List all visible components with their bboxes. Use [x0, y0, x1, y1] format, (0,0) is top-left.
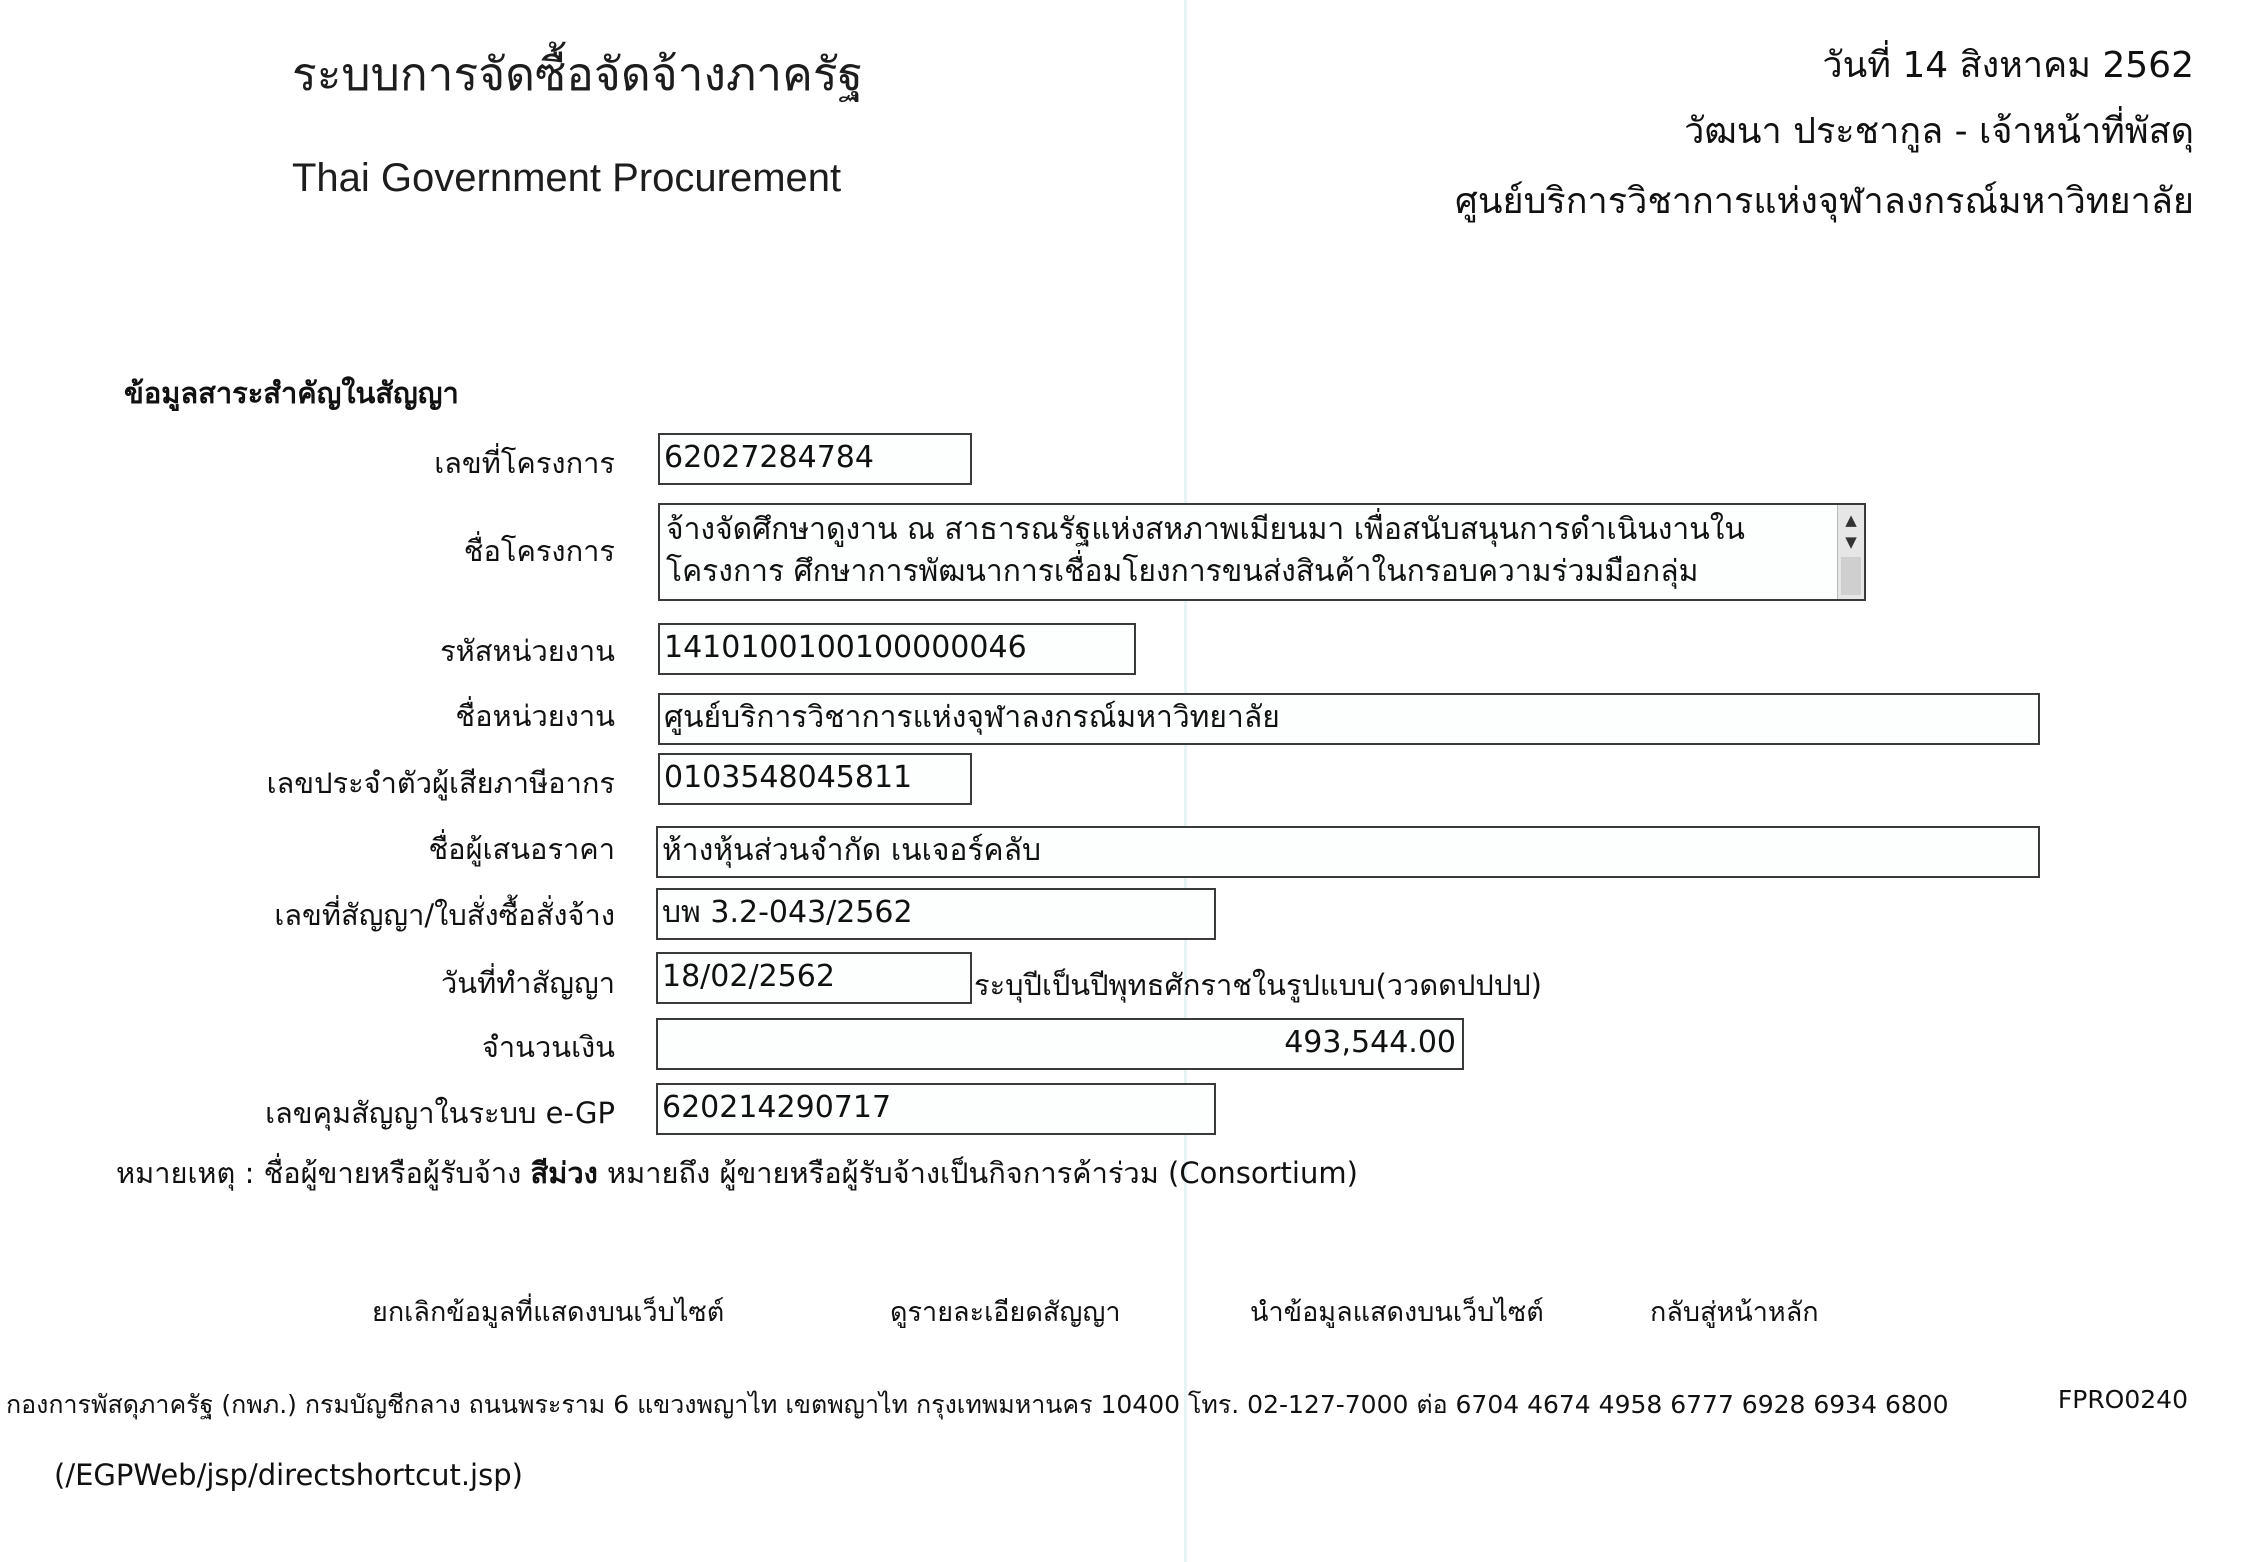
scroll-up-icon[interactable]: ▲	[1845, 511, 1857, 529]
project-name-scrollbar[interactable]	[1837, 505, 1864, 599]
contract-date-hint: ระบุปีเป็นปีพุทธศักราชในรูปแบบ(ววดดปปปป)	[974, 968, 1542, 1002]
scan-seam	[1184, 0, 1187, 1562]
project-no-field[interactable]: 62027284784	[658, 433, 972, 485]
section-title: ข้อมูลสาระสำคัญในสัญญา	[124, 376, 459, 410]
contract-date-field[interactable]: 18/02/2562	[656, 952, 972, 1004]
system-title-en: Thai Government Procurement	[292, 156, 842, 200]
publish-link[interactable]: นำข้อมูลแสดงบนเว็บไซต์	[1250, 1297, 1544, 1328]
bidder-name-label: ชื่อผู้เสนอราคา	[428, 832, 615, 866]
project-name-label: ชื่อโครงการ	[463, 534, 615, 568]
contract-no-label: เลขที่สัญญา/ใบสั่งซื้อสั่งจ้าง	[274, 898, 615, 932]
amount-label: จำนวนเงิน	[481, 1030, 615, 1064]
agency-name-field[interactable]: ศูนย์บริการวิชาการแห่งจุฬาลงกรณ์มหาวิทยาลัย	[658, 693, 2040, 745]
view-contract-link[interactable]: ดูรายละเอียดสัญญา	[890, 1297, 1121, 1328]
note-highlight: สีม่วง	[530, 1156, 598, 1190]
header-date: วันที่ 14 สิงหาคม 2562	[1822, 45, 2194, 86]
egp-control-no-field[interactable]: 620214290717	[656, 1083, 1216, 1135]
agency-code-field[interactable]: 1410100100100000046	[658, 623, 1136, 675]
header-user: วัฒนา ประชากูล - เจ้าหน้าที่พัสดุ	[1684, 111, 2194, 152]
scroll-track[interactable]	[1841, 557, 1861, 595]
tax-id-label: เลขประจำตัวผู้เสียภาษีอากร	[266, 766, 615, 800]
note-prefix: หมายเหตุ : ชื่อผู้ขายหรือผู้รับจ้าง	[116, 1156, 522, 1190]
contract-date-label: วันที่ทำสัญญา	[440, 966, 615, 1000]
project-no-label: เลขที่โครงการ	[434, 446, 615, 480]
agency-name-label: ชื่อหน่วยงาน	[455, 699, 615, 733]
cancel-display-link[interactable]: ยกเลิกข้อมูลที่แสดงบนเว็บไซต์	[372, 1297, 725, 1328]
back-home-link[interactable]: กลับสู่หน้าหลัก	[1650, 1297, 1819, 1328]
footer-address: กองการพัสดุภาครัฐ (กพภ.) กรมบัญชีกลาง ถนนพระราม 6 แขวงพญาไท เขตพญาไท กรุงเทพมหานคร 10400 โทร. 02-127-7000 ต่อ 6704 4674 4958 6777 6928 6934 6800	[6, 1390, 1949, 1419]
consortium-note	[116, 1150, 1358, 1196]
tax-id-field[interactable]: 0103548045811	[658, 753, 972, 805]
note-suffix: หมายถึง ผู้ขายหรือผู้รับจ้างเป็นกิจการค้าร่วม (Consortium)	[607, 1156, 1358, 1190]
contract-no-field[interactable]: บพ 3.2-043/2562	[656, 888, 1216, 940]
amount-field[interactable]: 493,544.00	[656, 1018, 1464, 1070]
page-code: FPRO0240	[2057, 1385, 2188, 1414]
project-name-textarea[interactable]	[658, 503, 1866, 601]
project-name-text: จ้างจัดศึกษาดูงาน ณ สาธารณรัฐแห่งสหภาพเมียนมา เพื่อสนับสนุนการดำเนินงานใน โครงการ ศึกษาการพัฒนาการเชื่อมโยงการขนส่งสินค้าในกรอบความร่วมมือกลุ่ม	[666, 512, 1745, 589]
agency-code-label: รหัสหน่วยงาน	[440, 634, 615, 668]
scroll-down-icon[interactable]: ▼	[1845, 533, 1857, 551]
page-path: (/EGPWeb/jsp/directshortcut.jsp)	[54, 1458, 523, 1492]
egp-control-no-label: เลขคุมสัญญาในระบบ e-GP	[265, 1096, 615, 1130]
system-title-th: ระบบการจัดซื้อจัดจ้างภาครัฐ	[292, 47, 863, 101]
bidder-name-field[interactable]: ห้างหุ้นส่วนจำกัด เนเจอร์คลับ	[656, 826, 2040, 878]
header-organization: ศูนย์บริการวิชาการแห่งจุฬาลงกรณ์มหาวิทยาลัย	[1455, 181, 2194, 222]
